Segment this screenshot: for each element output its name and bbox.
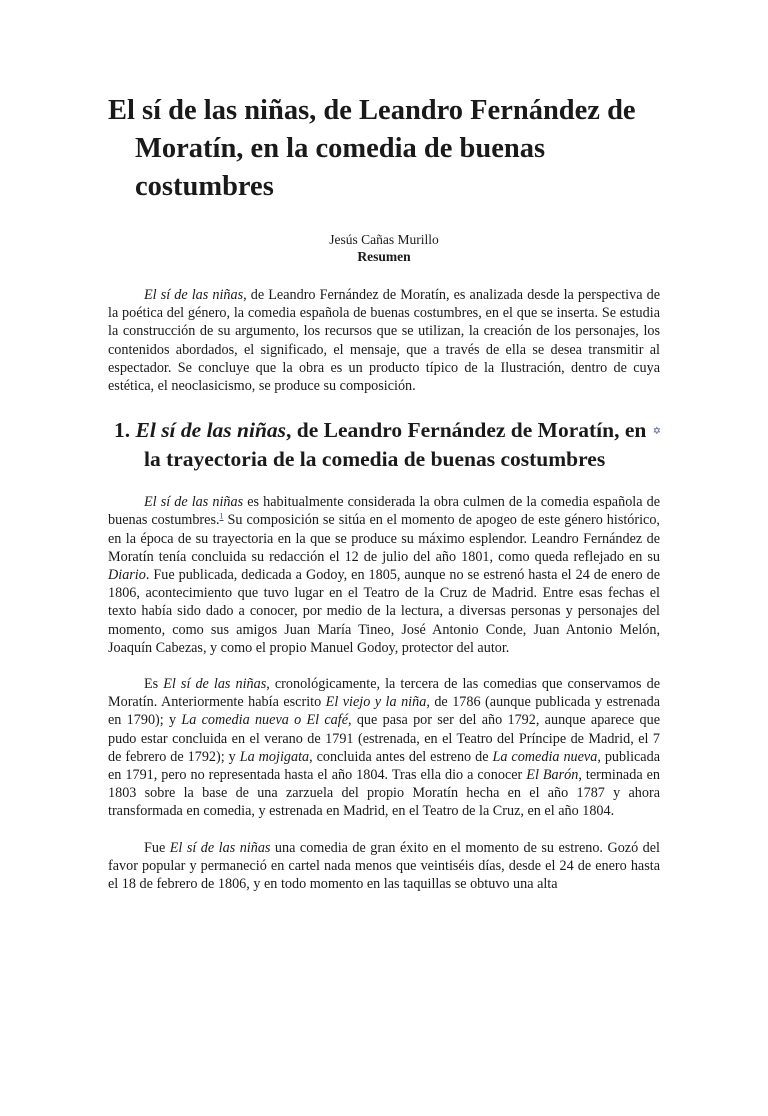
paragraph-text: , terminada en 1803 sobre la base de una zarzuela del propio Moratín hecha en el año 1787 y ahora transformada en comedia, y estrenada en Madrid, en el Teatro de la Cruz, en el año 1804. — [108, 767, 660, 820]
paragraph-text: Fue — [144, 839, 170, 856]
body-paragraph-2 — [108, 675, 660, 821]
paragraph-text: es habitualmente considerada la obra culmen de la comedia española de buenas costumbres. — [108, 494, 661, 529]
section-heading — [108, 416, 660, 474]
star-of-david-icon[interactable]: ✡ — [652, 426, 661, 438]
italic-text: La comedia nueva — [492, 748, 598, 765]
section-title-italic: El sí de las niñas — [135, 418, 287, 443]
italic-text: La comedia nueva o El café — [181, 712, 349, 729]
paragraph-text: Su composición se sitúa en el momento de apogeo de este género histórico, en la época de su trayectoria en la que se produce su máximo esplendor. Leandro Fernández de Moratín tenía concluida su redacción el 12 de julio del año 1801, como queda reflejado en su — [108, 512, 660, 565]
italic-text: El sí de las niñas — [144, 494, 244, 511]
paragraph-text: Es — [144, 676, 164, 693]
italic-text: El sí de las niñas — [163, 676, 267, 693]
section-number: 1. — [114, 418, 131, 443]
italic-text: Diario — [108, 567, 146, 584]
paragraph-text: , concluida antes del estreno de — [309, 748, 493, 765]
body-paragraph-1 — [108, 493, 660, 657]
paragraph-text: , cronológicamente, la tercera de las comedias que conservamos de Moratín. Anteriormente había escrito — [108, 676, 660, 711]
section-title-text: , de Leandro Fernández de Moratín, en la trayectoria de la comedia de buenas costumbres — [144, 418, 647, 472]
document-title: El sí de las niñas, de Leandro Fernández de Moratín, en la comedia de buenas costumbres — [108, 95, 636, 202]
abstract-text: , de Leandro Fernández de Moratín, es analizada desde la perspectiva de la poética del género, la comedia española de buenas costumbres, en el que se inserta. Se estudia la construcción de su argumento, los recursos que se utilizan, la creación de los personajes, los contenidos abordados, el significado, el mensaje, que a través de ella se desea transmitir al espectador. Se concluye que la obra es un producto típico de la Ilustración, dentro de cuya estética, el neoclasicismo, se produce su composición. — [108, 287, 661, 395]
abstract-heading: Resumen — [357, 249, 411, 264]
footnote-link[interactable]: 1 — [219, 511, 224, 521]
paragraph-text: , de 1786 (aunque publicada y estrenada en 1790); y — [108, 694, 660, 729]
paragraph-text: , publicada en 1791, pero no representada hasta el año 1804. Tras ella dio a conocer — [108, 748, 660, 784]
italic-text: El Barón — [526, 767, 579, 784]
paragraph-text: , que pasa por ser del año 1792, aunque aparece que pudo estar concluida en el verano de 1791 (estrenada, en el Teatro del Príncipe de Madrid, el 7 de febrero de 1792); y — [108, 712, 660, 765]
author-name: Jesús Cañas Murillo — [329, 232, 439, 247]
document-page — [0, 92, 768, 1116]
italic-text: La mojigata — [239, 748, 310, 765]
italic-text: El sí de las niñas — [169, 839, 271, 856]
paragraph-text: una comedia de gran éxito en el momento de su estreno. Gozó del favor popular y permaneció en cartel nada menos que veintiséis días, desde el 24 de enero hasta el 18 de febrero de 1806, y en todo momento en las taquillas se obtuvo una alta — [108, 839, 660, 893]
italic-text: El viejo y la niña — [325, 694, 427, 711]
paragraph-text: . Fue publicada, dedicada a Godoy, en 1805, aunque no se estrenó hasta el 24 de enero de 1806, acontecimiento que tuvo lugar en el Teatro de la Cruz de Madrid. Entre esas fechas el texto había sido dado a conocer, por medio de la lectura, a diversas personas y personajes del momento, como sus amigos Juan María Tineo, José Antonio Conde, Juan Antonio Melón, Joaquín Cabezas, y como el propio Manuel Godoy, protector del autor. — [108, 567, 660, 656]
body-paragraph-3 — [108, 839, 660, 894]
abstract-paragraph — [108, 286, 660, 395]
work-title-italic: El sí de las niñas — [144, 287, 244, 303]
